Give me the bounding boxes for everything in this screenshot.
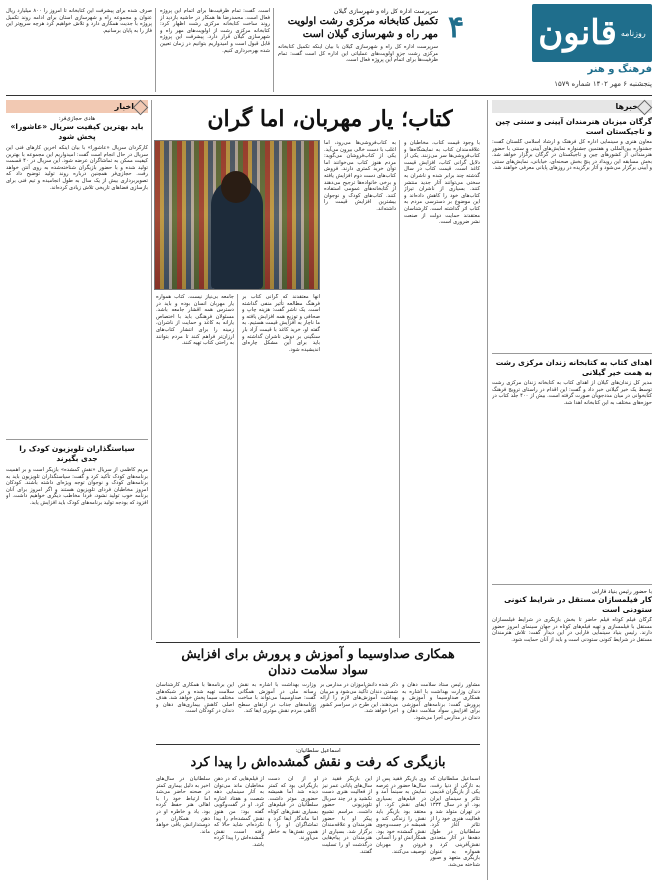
news-item-3-kicker: با حضور رئیس بنیاد فارابی bbox=[591, 589, 652, 595]
mid-story-headline-2: سواد سلامت دندان bbox=[268, 662, 368, 677]
mid-story-col4: این برنامه‌ها با همکاری کارشناسان سلامت تهیه شده و در شبکه‌های مختلف سیما پخش خواهد شد. هدف اصلی کاهش بیماری‌های دهان و دندان در کودکان است. bbox=[156, 682, 234, 715]
akhbar-column bbox=[6, 100, 148, 867]
mid-story-col3: وزارت بهداشت با اشاره به نقش رسانه ملی در آموزش همگانی گفت: صداوسیما می‌تواند با ساخت برنامه‌های جذاب در ارتقای سطح آگاهی مردم نقش موثری ایفا کند. bbox=[238, 682, 316, 715]
akhbar-box-title: اخبار bbox=[114, 102, 134, 111]
logo-text: قانون bbox=[538, 13, 617, 53]
child-tv-body: مریم کاظمی از سریال «نقش گمشده» بازیگر است و بر اهمیت برنامه‌های کودک تأکید کرد و گفت: سیاستگذاران تلویزیون باید به برنامه‌های کودک و نوجوان توجه ویژه‌ای داشته باشند. کودکان امروز مخاطبان فردای تلویزیون هستند و اگر امروز برای آنان برنامه خوب تولید نشود، فردا مخاطب دیگری خواهیم داشت. او افزود که بودجه تولید برنامه‌های کودک باید افزایش یابد. bbox=[6, 467, 148, 506]
akhbar-body: کارگردان سریال «عاشورا» با بیان اینکه آخرین کارهای فنی این سریال در حال انجام است گفت: امیدواریم این مجموعه با بهترین کیفیت ممکن به تماشاگران عرضه شود. این سریال در ۴۰ قسمت تولید شده و با حضور بازیگران شناخته‌شده به روی آنتن خواهد رفت. حجازی‌فر همچنین درباره روند تولید توضیح داد که تصویربرداری بیش از یک سال به طول انجامیده و تیم فنی برای بازسازی فضاهای تاریخی تلاش زیادی کرده‌اند. bbox=[6, 145, 148, 191]
page-number: ۴ bbox=[448, 10, 465, 45]
news-box-title: خبرها bbox=[615, 102, 638, 111]
top-story-col3: صرف شده برای پیشرفت این کتابخانه تا امروز را ۸۰۰ میلیارد ریال عنوان و مجموعه راه و شهرسازی استان برای ادامه روند تکمیل پروژه با جدیت همکاری دارد و تلاش خواهیم کرد هرچه سریع‌تر این فاز را به پایان برسانیم. bbox=[6, 8, 152, 34]
news-item-2-body: مدیر کل زندان‌های گیلان از اهدای کتاب به کتابخانه زندان مرکزی رشت توسط یک خیر گیلانی خبر داد و گفت: این اقدام در راستای ترویج فرهنگ کتابخوانی در میان مددجویان صورت گرفته است. بیش از ۴۰۰ جلد کتاب در حوزه‌های مختلف به این کتابخانه اهدا شد. bbox=[492, 380, 652, 406]
main-feature-col-c: آنها معتقدند که گرانی کتاب بر فرهنگ مطالعه تأثیر منفی گذاشته است. یک ناشر گفت: هزینه چاپ و صحافی و توزیع همه افزایش یافته و ما ناچار به افزایش قیمت هستیم. به گفته او، خرید کاغذ با قیمت آزاد بار سنگینی بر دوش ناشران گذاشته و باید برای این مشکل چاره‌ای اندیشیده شود. bbox=[242, 294, 320, 353]
bottom-story-col1: اسماعیل سلطانیان که به تازگی از دنیا رفت، یکی از بازیگران قدیمی تئاتر و سینمای ایران بود. او در سال ۱۳۳۴ در تهران متولد شد و فعالیت هنری خود را از تئاتر آغاز کرد. سلطانیان در طول دهه‌ها در آثار متعددی نقش‌آفرینی کرد و همواره به عنوان بازیگری متعهد و صبور شناخته می‌شد. bbox=[430, 776, 480, 868]
news-item-2-headline: اهدای کتاب به کتابخانه زندان مرکزی رشت به همت خیر گیلانی bbox=[495, 358, 652, 377]
bottom-story-headline: بازیگری که رفت و نقش گمشده‌اش را پیدا کرد bbox=[190, 755, 446, 770]
mid-story-headline bbox=[156, 646, 480, 678]
bottom-story-header bbox=[156, 748, 480, 771]
top-story-headline-1: تکمیل کتابخانه مرکزی رشت اولویت bbox=[287, 16, 438, 27]
news-column bbox=[492, 100, 652, 880]
bottom-story-col4: او از آن دست بازیگرانی بود که کمتر دیده شد اما همیشه حضوری موثر داشت. سلطانیان در فیلم‌های بسیاری نقش‌های کوتاه اما ماندگار ایفا کرد و تماشاگران او را با همین نقش‌ها به خاطر می‌آورند. bbox=[268, 776, 318, 842]
bottom-story-col2: وی بازیگر فقید پس از سال‌ها حضور در عرصه نمایش به سینما آمد و در فیلم‌های بسیاری ایفای نقش کرد. او معتقد بود بازیگر باید نقش را زندگی کند و همیشه در جست‌وجوی نقش گمشده خود بود. همکارانش او را انسانی فروتن و مهربان توصیف می‌کنند. bbox=[376, 776, 426, 855]
person-head bbox=[221, 171, 251, 203]
diamond-icon bbox=[637, 100, 653, 116]
main-feature-col-b: به کتاب‌فروشی‌ها می‌رود، اما اغلب با دست خالی بیرون می‌آید. یکی از کتاب‌فروشان می‌گوید: مردم هنوز کتاب می‌خوانند اما توان خرید کمتری دارند. فروش کتاب‌های دست دوم افزایش یافته و برخی خانواده‌ها ترجیح می‌دهند از کتابخانه‌های عمومی استفاده کنند. کتاب‌های کودک و نوجوان بیشترین افزایش قیمت را داشته‌اند. bbox=[324, 140, 396, 212]
top-story-body: سرپرست اداره کل راه و شهرسازی گیلان با بیان اینکه تکمیل کتابخانه مرکزی رشت جزو اولویت‌های عملیاتی این اداره کل است گفت: تمام ظرفیت‌ها برای اتمام این پروژه فعال است. bbox=[278, 44, 438, 64]
mid-story-col1: مشاور رئیس ستاد سلامت دهان و دندان وزارت بهداشت با اشاره به همکاری صداوسیما و آموزش و پرورش گفت: برنامه‌های آموزشی برای افزایش سواد سلامت دهان و دندان در مدارس اجرا می‌شود. bbox=[402, 682, 480, 721]
bottom-story-col3: این بازیگر فقید در سال‌های پایانی عمر نیز از فعالیت هنری دست نکشید و در چند سریال تلویزیونی حضور داشت. مراسم تشییع پیکر او با حضور هنرمندان و علاقه‌مندان برگزار شد. بسیاری از هنرمندان در پیام‌هایی درگذشت او را تسلیت گفتند. bbox=[322, 776, 372, 855]
news-item-1-headline: گرگان میزبان هنرمندان آیینی و سنتی چین و تاجیکستان است bbox=[495, 117, 652, 136]
top-story-kicker: سرپرست اداره کل راه و شهرسازی گیلان bbox=[334, 8, 438, 15]
akhbar-box-header bbox=[6, 100, 148, 113]
akhbar-kicker: هادی حجازی‌فر: bbox=[58, 116, 96, 122]
section-title: فرهنگ و هنر bbox=[587, 64, 652, 75]
news-item-3-body: گرگان فیلم کوتاه فیلم حاضر تا بخش بازیگری در شرایط فیلمسازان مستقل با فیلمسازی و تهیه فیلم‌های کوتاه در جهان سینمای امروز حضور دارند. رئیس بنیاد سینمایی فارابی در این دیدار گفت: تلاش هنرمندان مستقل در شرایط کنونی ستودنی است و باید از آنان حمایت شود. bbox=[492, 617, 652, 643]
bottom-story-col6: سلطانیان در سال‌های اخیر به دلیل بیماری کمتر در صحنه حاضر می‌شد اما ارتباط خود را با اهالی هنر حفظ کرده بود. یاد و خاطره او در ذهن همکاران و دوستدارانش باقی خواهد ماند. bbox=[156, 776, 210, 835]
masthead bbox=[444, 4, 652, 92]
diamond-icon bbox=[133, 100, 149, 116]
news-item-1-body: معاون هنری و سینمایی اداره کل فرهنگ و ارشاد اسلامی گلستان گفت: جشنواره بین‌المللی و هفتمین جشنواره نمایش‌های آیینی و سنتی با حضور هنرمندانی از کشورهای چین و تاجیکستان در گرگان برگزار خواهد شد. بخش مسابقه این رویداد در پنج بخش صحنه‌ای، خیابانی، نمایش‌های سنتی و آیینی برگزار می‌شود و آثار برگزیده در روزهای پایانی معرفی خواهند شد. bbox=[492, 139, 652, 172]
akhbar-headline: باید بهترین کیفیت سریال «عاشورا» پخش شود bbox=[10, 122, 144, 141]
news-box-header bbox=[492, 100, 652, 113]
main-feature-col-a: با وجود قیمت کتاب، مخاطبان و علاقه‌مندان کتاب به نمایشگاه‌ها و کتاب‌فروشی‌ها سر می‌زنند. یکی از دلایل گرانی کتاب، افزایش قیمت کاغذ است. قیمت کتاب در سال گذشته چند برابر شده و ناشران به سختی می‌توانند آثار جدید منتشر کنند. بسیاری از ناشران تیراژ کتاب‌های خود را کاهش داده‌اند و این موضوع بر دسترسی مردم به کتاب اثر گذاشته است. کارشناسان معتقدند حمایت دولت از صنعت نشر ضروری است. bbox=[404, 140, 480, 226]
bookstore-photo bbox=[154, 140, 320, 290]
top-story-col2: است. گفت: تمام ظرفیت‌ها برای اتمام این پروژه فعال است. محمدرضا ها همکار در حاشیه بازدید از روند ساخت کتابخانه مرکزی رشت اظهار کرد: کتابخانه مرکزی رشت از اولویت‌های مهر راه و شهرسازی گیلان قرار دارد. پیشرفت این پروژه قابل قبول است و امیدواریم بتوانیم در زمان تعیین شده بهره‌برداری کنیم. bbox=[160, 8, 270, 54]
bottom-story-kicker: اسماعیل سلطانیان: bbox=[295, 748, 341, 754]
child-tv-headline-2: جدی بگیرند bbox=[56, 454, 98, 463]
bottom-story-col5: از فیلم‌هایی که در ذهن مخاطبان ماند می‌توان به آثار سینمایی دهه شصت و هفتاد اشاره کرد. او در گفت‌وگویی گفته بود: من هنوز نقش گمشده‌ام را پیدا نکرده‌ام. شاید حالا که رفته است، نقش گمشده‌اش را پیدا کرده باشد. bbox=[214, 776, 264, 848]
news-item-3-headline: کار فیلمسازان مستقل در شرایط کنونی ستودنی است bbox=[504, 595, 652, 614]
logo-small: روزنامه bbox=[620, 28, 646, 38]
main-feature-col-d: جامعه بی‌نیاز نیست. کتاب همواره یار مهربان انسان بوده و باید در دسترس همه اقشار جامعه باشد. مسئولان فرهنگی باید با اختصاص یارانه به کاغذ و حمایت از ناشران، زمینه را برای انتشار کتاب‌های ارزان‌تر فراهم کنند تا مردم بتوانند به راحتی کتاب تهیه کنند. bbox=[156, 294, 234, 347]
mid-story-headline-1: همکاری صداوسیما و آموزش و پرورش برای افزایش bbox=[181, 646, 455, 661]
dateline: پنجشنبه ۶ مهر ۱۴۰۲ شماره ۱۵۷۹ bbox=[554, 80, 652, 88]
top-story-headline-2: مهر راه و شهرسازی گیلان است bbox=[302, 29, 438, 40]
main-feature-headline: کتاب؛ یار مهربان، اما گران bbox=[207, 106, 453, 132]
newspaper-logo bbox=[532, 4, 652, 62]
mid-story-col2: ذکر شده دانش‌آموزان در مدارس بر شستن دندان تأکید می‌شود و مربیان بهداشت آموزش‌های لازم را ارائه می‌دهند. این طرح در سراسر کشور اجرا خواهد شد. bbox=[320, 682, 398, 715]
top-story bbox=[278, 8, 438, 74]
child-tv-headline-1: سیاستگذاران تلویزیون کودک را bbox=[19, 444, 135, 453]
